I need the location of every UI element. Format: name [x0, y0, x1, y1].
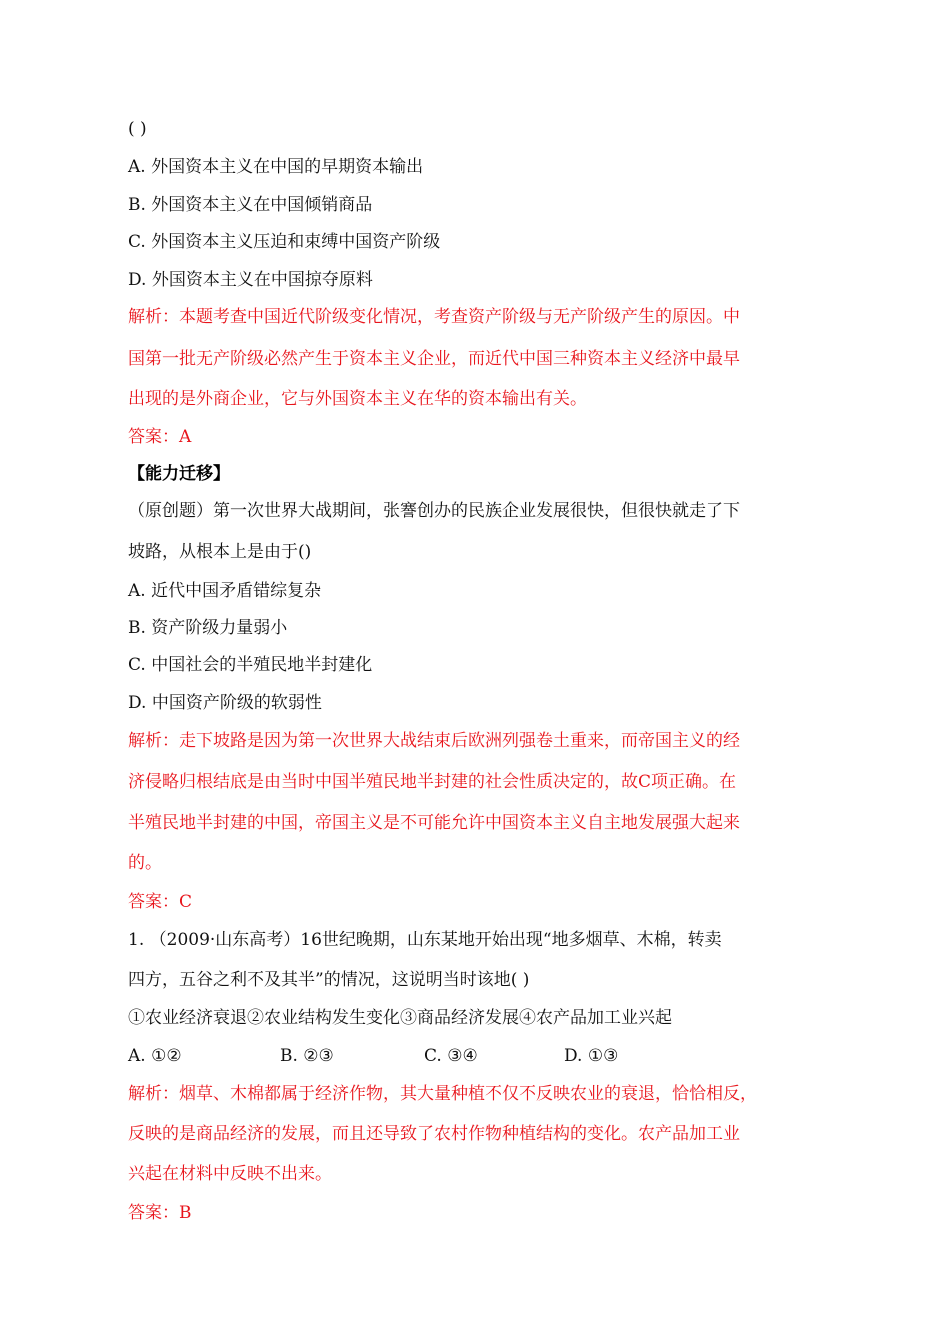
q1-analysis-line-3: 出现的是外商企业，它与外国资本主义在华的资本输出有关。: [128, 389, 587, 409]
q3-analysis-line-2: 反映的是商品经济的发展，而且还导致了农村作物种植结构的变化。农产品加工业: [128, 1124, 740, 1144]
q3-analysis-line-3: 兴起在材料中反映不出来。: [128, 1164, 332, 1184]
q3-choice-b: B. ②③: [280, 1046, 334, 1066]
q1-stem-tail: ( ): [128, 119, 147, 139]
q2-analysis-line-1: 解析：走下坡路是因为第一次世界大战结束后欧洲列强卷土重来，而帝国主义的经: [128, 731, 740, 751]
q2-analysis-line-2: 济侵略归根结底是由当时中国半殖民地半封建的社会性质决定的，故C项正确。在: [128, 772, 737, 792]
q3-analysis-line-1: 解析：烟草、木棉都属于经济作物，其大量种植不仅不反映农业的衰退，恰恰相反，: [128, 1084, 757, 1104]
q1-analysis-line-2: 国第一批无产阶级必然产生于资本主义企业，而近代中国三种资本主义经济中最早: [128, 349, 740, 369]
q2-option-c: C. 中国社会的半殖民地半封建化: [128, 655, 373, 675]
q1-option-b: B. 外国资本主义在中国倾销商品: [128, 195, 373, 215]
q1-answer: 答案：A: [128, 427, 192, 447]
q2-option-b: B. 资产阶级力量弱小: [128, 618, 288, 638]
q2-option-d: D. 中国资产阶级的软弱性: [128, 693, 322, 713]
q1-option-d: D. 外国资本主义在中国掠夺原料: [128, 270, 373, 290]
q3-stem-line-2: 四方，五谷之利不及其半”的情况，这说明当时该地( ): [128, 970, 530, 990]
q3-choice-d: D. ①③: [564, 1046, 619, 1066]
q3-choices: [128, 1045, 828, 1067]
q1-option-a: A. 外国资本主义在中国的早期资本输出: [128, 157, 424, 177]
q3-choice-c: C. ③④: [424, 1046, 478, 1066]
q3-stem-line-1: 1. （2009·山东高考）16世纪晚期，山东某地开始出现“地多烟草、木棉，转卖: [128, 930, 722, 950]
section-title: 【能力迁移】: [128, 464, 230, 484]
q2-stem-line-1: （原创题）第一次世界大战期间，张謇创办的民族企业发展很快，但很快就走了下: [128, 501, 740, 521]
q3-statements: ①农业经济衰退②农业结构发生变化③商品经济发展④农产品加工业兴起: [128, 1008, 672, 1028]
q2-option-a: A. 近代中国矛盾错综复杂: [128, 581, 322, 601]
q2-answer: 答案：C: [128, 892, 193, 912]
q2-stem-line-2: 坡路，从根本上是由于(): [128, 542, 312, 562]
q3-answer: 答案：B: [128, 1203, 192, 1223]
q2-analysis-line-3: 半殖民地半封建的中国，帝国主义是不可能允许中国资本主义自主地发展强大起来: [128, 813, 740, 833]
q1-analysis-line-1: 解析：本题考查中国近代阶级变化情况，考查资产阶级与无产阶级产生的原因。中: [128, 307, 740, 327]
q2-analysis-line-4: 的。: [128, 853, 162, 873]
q3-choice-a: A. ①②: [128, 1046, 182, 1066]
q1-option-c: C. 外国资本主义压迫和束缚中国资产阶级: [128, 232, 441, 252]
